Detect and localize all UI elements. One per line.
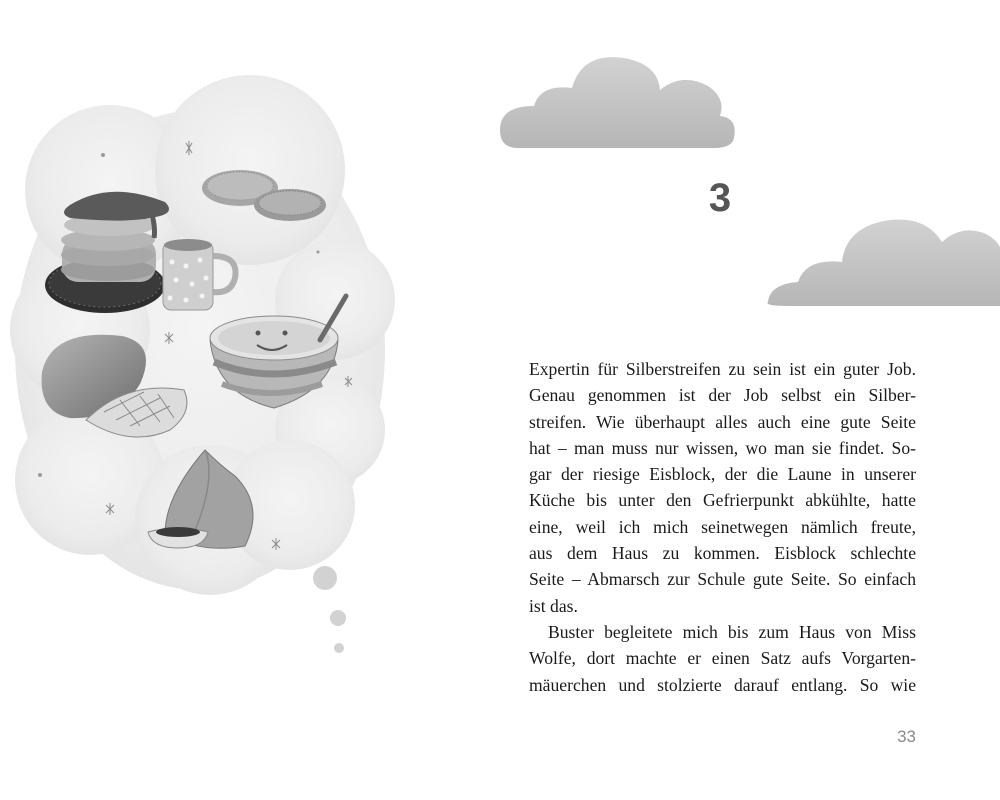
text-line: ist das. — [529, 595, 578, 616]
text-line: Genau genommen ist der Job selbst ein Silber- — [529, 385, 916, 406]
text-line: Wolfe, dort machte er einen Satz aufs Vorgarten- — [529, 648, 916, 669]
text-line: Buster begleitete mich bis zum Haus von Miss — [548, 621, 916, 642]
text-line: Expertin für Silberstreifen zu sein ist ein guter Job. — [529, 359, 916, 379]
thought-bubble-trail-dots — [313, 566, 346, 653]
text-line: gar der riesige Eisblock, der die Laune in unserer — [529, 464, 916, 485]
page-number: 33 — [897, 727, 916, 746]
text-line: hat – man muss nur wissen, wo man sie findet. So- — [529, 437, 916, 458]
text-line: eine, weil ich mich seinetwegen nämlich freute, — [529, 516, 916, 537]
body-text — [529, 356, 916, 698]
text-line: aus dem Haus zu kommen. Eisblock schlechte — [529, 543, 916, 564]
cloud-upper — [500, 57, 735, 148]
cloud-lower — [767, 219, 1000, 306]
text-line: mäuerchen und stolzierte darauf entlang. So wie — [529, 674, 916, 695]
text-line: Seite – Abmarsch zur Schule gute Seite. So einfach — [529, 569, 916, 590]
text-line: Küche bis unter den Gefrierpunkt abkühlte, hatte — [529, 490, 916, 511]
text-line: streifen. Wie überhaupt alles auch eine gute Seite — [529, 411, 916, 432]
chapter-number: 3 — [708, 176, 732, 220]
